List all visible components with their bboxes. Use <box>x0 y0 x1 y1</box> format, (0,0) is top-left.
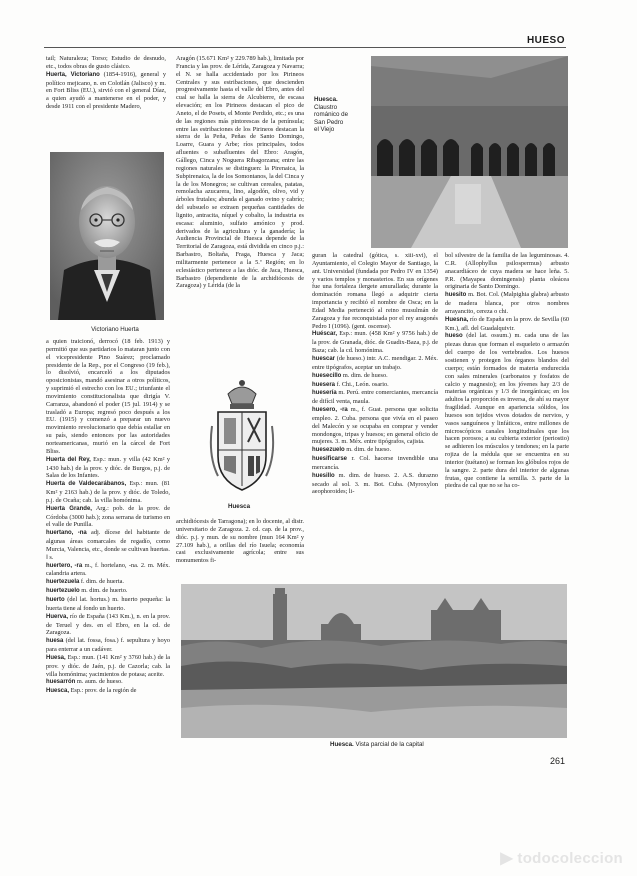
entry <box>46 637 170 654</box>
entry <box>46 587 170 596</box>
entry-headword: huesera <box>312 381 336 388</box>
entry-text: m. Perú. entre comerciantes, mercancía de difícil venta, maula. <box>312 389 438 406</box>
entry-text: m. dim. de hueso. <box>344 446 392 454</box>
entry-text: Esp.: prov. de la región de <box>69 687 137 695</box>
entry-text: Esp.: mun. (141 Km² y 3760 hab.) de la prov. y dióc. de Jaén, p.j. de Cazorla; cab. la villa homónima; yacimientos de potasa; aceite. <box>46 653 170 678</box>
coat-of-arms <box>208 376 276 498</box>
entry <box>46 480 170 505</box>
watermark-play-icon: ▶ <box>500 850 513 867</box>
cloister-caption <box>314 96 370 134</box>
entry-headword: huertero, -ra <box>46 562 83 569</box>
entry <box>46 71 166 111</box>
entry-headword: Huerta del Rey, <box>46 456 91 463</box>
entry <box>312 330 438 355</box>
entry <box>46 456 170 481</box>
entry-headword: huescar <box>312 355 336 362</box>
entry-text: Arg.: pob. de la prov. de Córdoba (3000 hab.); zona serrana de turismo en el valle de Punilla. <box>46 504 170 529</box>
entry <box>312 406 438 446</box>
portrait-caption <box>60 326 170 334</box>
entry-text: guran la catedral (góticа, s. xiii-xvi), el Ayuntamiento, el Colegio Mayor de Santiago, la ant. Universidad (fundada por Pedro IV en 1354) y varios templos y monasterios. En sus orígenes fue una fortaleza ilergete amurallada; durante la dominación romana llegó a adquirir cierta importancia y recibió el nombre de Osca; en la Edad Media perteneció al reino musulmán de Zaragoza y fue reconquistada por el rey aragonés Pedro I (1096). (gent. oscense). <box>312 252 438 330</box>
entry <box>46 678 170 687</box>
cloister-caption-line-1: Claustro <box>314 103 338 111</box>
entry-headword: huerto <box>46 597 65 603</box>
coat-of-arms-caption-text: Huesca <box>228 503 251 510</box>
entry-headword: Huerta, Victoriano <box>46 71 100 78</box>
entry <box>46 562 170 579</box>
entry <box>312 381 438 390</box>
column-2-bottom-text <box>176 518 304 582</box>
entry <box>46 55 166 71</box>
entry-text: Aragón (15.671 Km² y 229.789 hab.), limitada por Francia y las prov. de Lérida, Zaragoza y Navarra; el N. se halla accidentado por los Pirineos Centrales y sus estribaciones, que descienden progresivamente hasta el valle del Ebro, antes del cual se halla la sierra de Alcubierre, de escasa elevación; en los Pirineos destacan el pico de Aneto, el de Posets, el Monte Perdido, etc.; es una de las regiones más pintorescas de la península; entre las estribaciones de los Pirineos destacan la sierra de la Peña, Peñas de Santo Domingo, Loarre, Guara y Arbe; ríos principales, todos afluentes o subafluentes del Ebro: Aragón, Gállego, Cinca y Noguera Ribagorzana; entre las regiones naturales se distinguen: la Pirenaica, la Subpirenaica, la de los Somontanos, la del Cinca y la de los Monegros; se cultivan cereales, patatas, remolacha azucarera, lino, algodón, olivo, vid y árboles frutales; abunda el ganado ovino y cabrío; del subsuelo se extraen pequeñas cantidades de lignito, antracita, níquel y cobalto, la industria es escasa: aluminio, sulfato amónico y prod. derivados de la agricultura y la ganadería; la Audiencia Provincial de Huesca depende de la Territorial de Zaragoza, está dividida en cinco p.j.: Barbastro, Boltaña, Fraga, Huesca y Jaca; militarmente pertenece a la 5.ª Región; en lo eclesiástico pertenece a las dióc. de Jaca, Huesca, Barbastro (dependiente de la archidiócesis de Zaragoza) y Lérida (de la <box>176 55 304 290</box>
entry <box>46 338 170 456</box>
entry-text: adj. dícese del habitante de algunas áreas comarcales de regadío, como Murcia, Valencia, etc., donde se cultivan huertas. ‖ s. <box>46 529 170 561</box>
entry-headword: Huerta Grande, <box>46 505 92 512</box>
entry <box>445 252 569 291</box>
cloister-caption-line-2: románico de <box>314 111 349 118</box>
entry-text: m. Bot. Col. (Malpighia glabra) arbusto de madera blanca, por otros nombres arrayancito, cereza o chi. <box>445 291 569 315</box>
coat-of-arms-caption <box>228 503 288 511</box>
entry <box>46 596 170 613</box>
entry <box>312 252 438 330</box>
portrait-photo <box>50 152 164 320</box>
page-number: 261 <box>549 756 565 766</box>
entry <box>312 389 438 406</box>
entry-text: (del lat. ossum.) m. cada una de las piezas duras que forman el esqueleto o armazón del cuerpo de los vertebrados. Los huesos sostienen y protegen los órganos blandos del cuerpo; están formados de materia endurecida con sales minerales (carbonatos y fosfatos de calcio y magnesio); en los jóvenes hay 2/3 de materias orgánicas y 1/3 de inorgánicas; en los adultos la proporción es inversa, de ahí su mayor fragilidad. Aunque en apariencia sólidos, los huesos son tejidos vivos dotados de nervios, y vasos sanguíneos y linfáticos, entre millones de microscópicos canales longitudinales que los hacen porosos; a su cubierta exterior (periostio) se adhieren los músculos y tendones; en la parte rojiza de la médula que se encuentra en su interior (tuétano) se forman los glóbulos rojos de la sangre. 2. parte dura del interior de algunas frutas, que contiene la semilla. 3. parte de la piedra de cal que no se ha co- <box>445 332 569 490</box>
entry-headword: Huéscar, <box>312 331 338 338</box>
entry-text: m., f. hortelano, -na. 2. m. Méx. calandria artera. <box>46 561 170 578</box>
running-head: HUESO <box>526 35 565 46</box>
entry-text: (1854-1916), general y político mejicano, n. en Colotlán (Jalisco) y m. en Fort Bliss (EU.), sirvió con el general Díaz, a quien ayudó a mantenerse en el poder, y desde 1911 con el presidente Madero, <box>46 70 166 111</box>
cloister-caption-bold: Huesca. <box>314 96 338 103</box>
column-3-text <box>312 252 438 584</box>
cloister-illustration <box>371 56 568 248</box>
entry-text: a quien traicionó, derrocó (18 feb. 1913) y permitió que sus partidarios lo mataran junto con el vicepresidente Pino Suárez; proclamado presidente de la Rep., por el Congreso (19 feb.), lo disolvió, encarceló a los diputados oposicionistas, mandó asesinar a otros políticos, y suprimió el estrecho con los EU.; triunfante el movimiento constitucionalista que dirigía V. Carranza, abandonó el poder (15 jul. 1914) y se trasladó a Europa; regresó poco después a los EU. (1915) y comenzó a preparar un nuevo movimiento revolucionario que debía estallar en su país, siendo entonces por las autoridades norteamericanas, murió en la cárcel de Fort Bliss. <box>46 338 170 455</box>
entry <box>46 529 170 561</box>
entry <box>46 613 170 638</box>
entry <box>312 455 438 472</box>
entry <box>445 332 569 490</box>
entry <box>312 355 438 372</box>
shield-icon <box>208 376 276 498</box>
column-1-bottom-text <box>46 338 170 750</box>
entry-headword: huesificarse <box>312 456 348 463</box>
entry-headword: Huesca, <box>46 688 70 695</box>
entry-text: río de España (143 Km.), n. en la prov. de Teruel y des. en el Ebro, en la cd. de Zaragoza. <box>46 612 170 637</box>
entry-headword: Huesna, <box>445 316 469 323</box>
panorama-illustration <box>181 584 567 738</box>
column-2-top-text <box>176 55 304 369</box>
watermark <box>500 848 623 868</box>
entry-text: (del lat. fossa, fosa.) f. sepultura y hoyo para enterrar a un cadáver. <box>46 637 170 654</box>
column-4-text <box>445 252 569 584</box>
entry <box>445 291 569 316</box>
entry-headword: hueso <box>445 333 463 340</box>
entry-text: Esp.: mun. y villa (42 Km² y 1430 hab.) de la prov. y dióc. de Burgos, p.j. de Salas de los Infantes. <box>46 455 170 480</box>
entry-text: m., f. Guat. persona que solicita empleo. 2. Cuba. persona que vivía en el paseo del Malecón y se ocupaba en comprar y vender mondongos, tripas y huesos; en general oficio de mujeres. 3. m. Méx. entre tipógrafos, cajista. <box>312 406 438 446</box>
entry <box>46 505 170 530</box>
entry-text: tail; Naturaleza; Torso; Estudio de desnudo, etc., todos obras de gusto clásico. <box>46 55 166 70</box>
entry-text: m. dim. de huerto. <box>79 587 128 595</box>
entry-headword: huesería <box>312 390 337 397</box>
entry-headword: Huerta de Valdecarábanos, <box>46 481 127 488</box>
portrait-caption-text: Victoriano Huerta <box>91 326 139 333</box>
cloister-caption-line-4: el Viejo <box>314 126 335 133</box>
entry <box>46 578 170 587</box>
panorama-caption-text: Vista parcial de la capital <box>353 741 424 748</box>
entry <box>312 446 438 455</box>
entry-text: m. dim. de hueso. 2. A.S. durazno secado al sol. 3. m. Bot. Cuba. (Myroxylon aeophoroides; li- <box>312 471 438 496</box>
entry-headword: Huesa, <box>46 654 66 661</box>
entry <box>46 687 170 696</box>
entry-text: (del lat. hortus.) m. huerto pequeña: la huerta tiene al fondo un huerto. <box>46 596 170 612</box>
entry-text: m. aum. de hueso. <box>75 678 123 686</box>
entry-headword: huertezuela <box>46 579 80 586</box>
entry-text: f. dim. de huerta. <box>79 578 124 586</box>
entry-headword: huesillo <box>312 472 335 479</box>
entry-headword: huertezuelo <box>46 588 80 595</box>
entry <box>46 654 170 679</box>
entry-headword: huesero, -ra <box>312 407 348 414</box>
entry-text: Esp.: mun. (81 Km² y 2163 hab.) de la prov. y dióc. de Toledo, p.j. de Ocaña; cab. la villa homónima. <box>46 480 170 504</box>
entry-text: bol silvestre de la familia de las leguminosas. 4. C.R. (Allophyllus psilospermus) arbusto anacardiáceo de cuya madera se hace leña. 5. P.R. (Mayapea domingensis) planta oleácea originaria de Santo Domingo. <box>445 252 569 291</box>
entry-headword: huesa <box>46 638 64 645</box>
column-1-top-text <box>46 55 166 149</box>
entry-headword: huesarrón <box>46 679 76 686</box>
panorama-caption-bold: Huesca. <box>330 741 354 748</box>
watermark-text: todocoleccion <box>517 850 623 867</box>
header-rule <box>44 47 566 48</box>
entry-text: archidiócesis de Tarragona); en lo docente, al distr. universitario de Zaragoza. 2. cd. cap. de la prov., dióc. p.j. y mun. de su nombre (mun 164 Km² y 27.109 hab.), a orillas del río Isuela; economía casi exclusivamente agrícola; entre sus monumentos fi- <box>176 518 304 565</box>
entry-text: (de hueso.) intr. A.C. mendigar. 2. Méx. entre tipógrafos, aceptar un trabajo. <box>312 354 438 371</box>
entry-headword: huesecillo <box>312 372 342 379</box>
entry <box>312 472 438 497</box>
entry-text: f. Chi., León. osario. <box>335 380 389 388</box>
cloister-photo <box>371 56 568 248</box>
entry-headword: huesezuelo <box>312 447 345 454</box>
entry-headword: huertano, -na <box>46 530 87 537</box>
entry-text: m. dim. de hueso. <box>341 371 388 379</box>
entry <box>176 55 304 290</box>
panorama-photo <box>181 584 567 738</box>
entry <box>176 518 304 565</box>
entry-headword: Huerva, <box>46 613 69 620</box>
entry <box>312 372 438 381</box>
entry <box>445 316 569 333</box>
panorama-caption <box>330 741 550 749</box>
cloister-caption-line-3: San Pedro <box>314 118 344 126</box>
entry-text: río de España en la prov. de Sevilla (60 Km.), afl. del Guadalquivir. <box>445 315 569 332</box>
entry-text: r. Col. hacerse invendible una mercancía. <box>312 455 438 471</box>
portrait-illustration <box>50 152 164 320</box>
entry-text: Esp.: mun. (458 Km² y 9756 hab.) de la prov. de Granada, dióc. de Guadix-Baza, p.j. de Baza; cab. la cd. homónima. <box>312 330 438 355</box>
entry-headword: huesito <box>445 292 467 299</box>
